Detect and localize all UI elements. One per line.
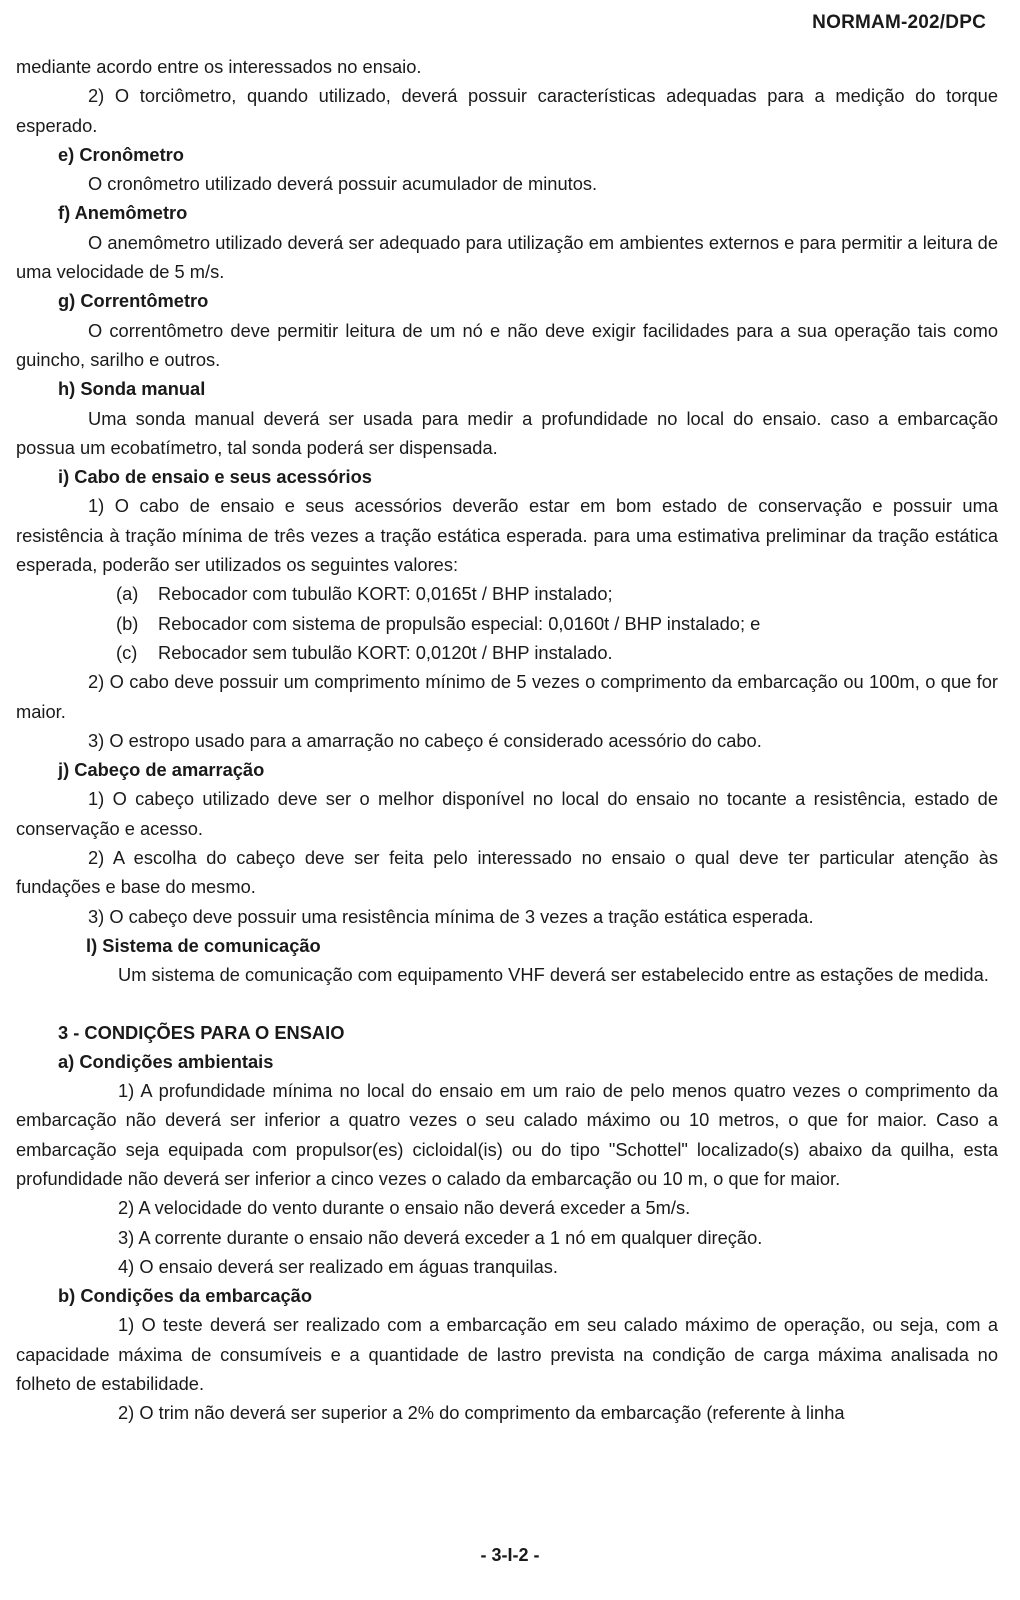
section-a-item-3: 3) A corrente durante o ensaio não deverá exceder a 1 nó em qualquer direção. xyxy=(118,1226,763,1248)
section-a-heading: a) Condições ambientais xyxy=(58,1050,274,1072)
section-i-item-3: 3) O estropo usado para a amarração no cabeço é considerado acessório do cabo. xyxy=(88,729,762,751)
section-i-item-1: 1) O cabo de ensaio e seus acessórios deverão estar em bom estado de conservação e possuir uma resistência à tração mínima de três vezes a tração estática esperada. para uma estimativa preliminar da tração estática esperada, poderão ser utilizados os seguintes valores: xyxy=(16,495,998,576)
paragraph-continuation: mediante acordo entre os interessados no ensaio. xyxy=(16,56,422,77)
section-f-text: O anemômetro utilizado deverá ser adequado para utilização em ambientes externos e para permitir a leitura de uma velocidade de 5 m/s. xyxy=(16,231,998,283)
section-j-item-3: 3) O cabeço deve possuir uma resistência mínima de 3 vezes a tração estática esperada. xyxy=(88,905,814,927)
list-text: Rebocador com tubulão KORT: 0,0165t / BHP instalado; xyxy=(158,583,613,605)
list-text: Rebocador sem tubulão KORT: 0,0120t / BHP instalado. xyxy=(158,641,613,663)
section-l-heading: l) Sistema de comunicação xyxy=(86,934,321,956)
section-b-item-2: 2) O trim não deverá ser superior a 2% do comprimento da embarcação (referente à linha xyxy=(118,1402,845,1424)
section-j-item-1: 1) O cabeço utilizado deve ser o melhor disponível no local do ensaio no tocante a resistência, estado de conservação e acesso. xyxy=(16,788,998,839)
section-g-text: O correntômetro deve permitir leitura de um nó e não deve exigir facilidades para a sua operação tais como guincho, sarilho e outros. xyxy=(16,319,998,370)
section-g-heading: g) Correntômetro xyxy=(58,290,209,312)
list-item xyxy=(16,579,998,608)
document-code-header: NORMAM-202/DPC xyxy=(812,12,986,33)
section-l-text: Um sistema de comunicação com equipamento VHF deverá ser estabelecido entre as estações de medida. xyxy=(118,964,989,986)
section-b-heading: b) Condições da embarcação xyxy=(58,1285,312,1307)
section-i-item-2: 2) O cabo deve possuir um comprimento mínimo de 5 vezes o comprimento da embarcação ou 100m, o que for maior. xyxy=(16,671,998,722)
section-h-text: Uma sonda manual deverá ser usada para medir a profundidade no local do ensaio. caso a embarcação possua um ecobatímetro, tal sonda poderá ser dispensada. xyxy=(16,407,998,458)
section-3-heading: 3 - CONDIÇÕES PARA O ENSAIO xyxy=(58,1021,345,1043)
list-marker: (b) xyxy=(116,612,139,634)
section-a-item-4: 4) O ensaio deverá ser realizado em águas tranquilas. xyxy=(118,1255,559,1277)
section-spacer xyxy=(16,990,998,1018)
section-e-text: O cronômetro utilizado deverá possuir acumulador de minutos. xyxy=(88,173,598,195)
section-a-item-2: 2) A velocidade do vento durante o ensaio não deverá exceder a 5m/s. xyxy=(118,1197,691,1219)
page-number: - 3-I-2 - xyxy=(480,1545,540,1565)
document-body xyxy=(16,52,998,1428)
list-item xyxy=(16,638,998,667)
section-h-heading: h) Sonda manual xyxy=(58,378,206,400)
section-j-heading: j) Cabeço de amarração xyxy=(58,759,265,781)
list-item xyxy=(16,609,998,638)
list-text: Rebocador com sistema de propulsão especial: 0,0160t / BHP instalado; e xyxy=(158,612,761,634)
section-j-item-2: 2) A escolha do cabeço deve ser feita pelo interessado no ensaio o qual deve ter particular atenção às fundações e base do mesmo. xyxy=(16,847,998,898)
list-marker: (a) xyxy=(116,583,139,605)
section-i-heading: i) Cabo de ensaio e seus acessórios xyxy=(58,466,372,488)
paragraph-torciometro: 2) O torciômetro, quando utilizado, deverá possuir características adequadas para a medição do torque esperado. xyxy=(16,85,998,136)
section-f-heading: f) Anemômetro xyxy=(58,202,188,224)
section-b-item-1: 1) O teste deverá ser realizado com a embarcação em seu calado máximo de operação, ou seja, com a capacidade máxima de consumíveis e a quantidade de lastro prevista na condição de carga máxima analisada no folheto de estabilidade. xyxy=(16,1314,998,1395)
list-marker: (c) xyxy=(116,641,138,663)
section-a-item-1: 1) A profundidade mínima no local do ensaio em um raio de pelo menos quatro vezes o comprimento da embarcação não deverá ser inferior a quatro vezes o seu calado máximo ou 10 metros, o que for maior. Caso a embarcação seja equipada com propulsor(es) cicloidal(is) ou do tipo "Schottel" localizado(s) abaixo da quilha, esta profundidade não deverá ser inferior a cinco vezes o calado da embarcação ou 10 m, o que for maior. xyxy=(16,1080,998,1189)
section-e-heading: e) Cronômetro xyxy=(58,143,184,165)
